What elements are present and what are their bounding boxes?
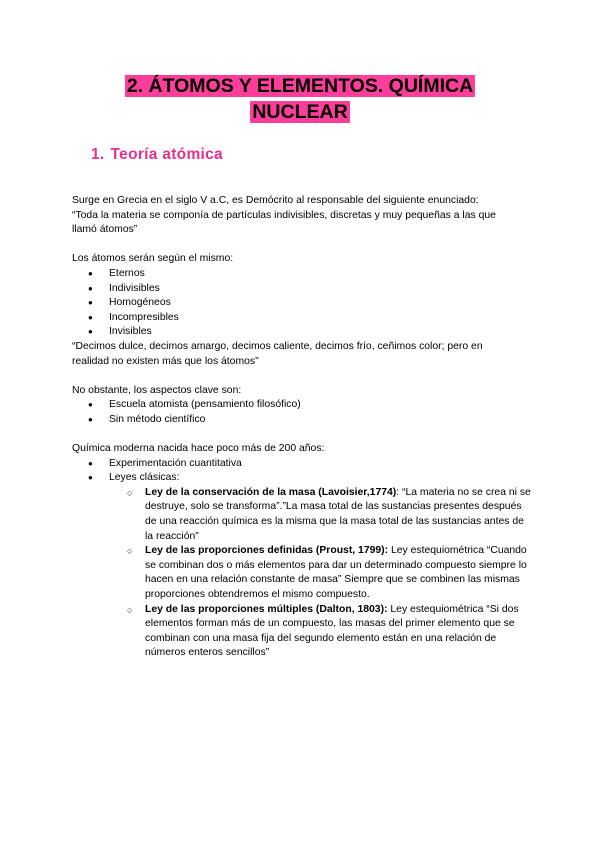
- law-name: Ley de las proporciones definidas (Proust, 1799):: [145, 545, 389, 557]
- list-item: ● Homogéneos: [72, 296, 532, 311]
- laws-list: [72, 486, 532, 661]
- list-item: ● Eternos: [72, 267, 532, 282]
- list-item: ● Indivisibles: [72, 282, 532, 297]
- title-line-2: NUCLEAR: [252, 101, 348, 123]
- title-block: [0, 73, 600, 125]
- modern-lead: Química moderna nacida hace poco más de 200 años:: [72, 443, 325, 455]
- list-item: ● Experimentación cuantitativa: [72, 457, 532, 472]
- document-body: [72, 194, 532, 661]
- law-text: : “La materia no se crea ni se destruye, solo se transforma”.”La masa total de las sustancias presentes después de una reacción química es la misma que la masa total de las sustancias antes de la reacción”: [145, 486, 531, 542]
- intro-line: llamó átomos”: [72, 224, 138, 236]
- atoms-lead: Los átomos serán según el mismo:: [72, 253, 234, 265]
- list-item: ● Sin método científico: [72, 413, 532, 428]
- list-item: ● Incompresibles: [72, 311, 532, 326]
- law-item: [72, 603, 532, 661]
- law-item: [72, 544, 532, 602]
- aspects-lead: No obstante, los aspectos clave son:: [72, 384, 242, 396]
- atoms-quote: “Decimos dulce, decimos amargo, decimos caliente, decimos frío, ceñimos color; pero en: [72, 340, 483, 352]
- section-number: 1.: [91, 146, 105, 163]
- modern-list: [72, 457, 532, 486]
- intro-line: Surge en Grecia en el siglo V a.C, es Demócrito al responsable del siguiente enunciado:: [72, 195, 479, 206]
- aspects-list: [72, 398, 532, 427]
- atoms-list: [72, 267, 532, 340]
- law-name: Ley de la conservación de la masa (Lavoisier,1774): [145, 486, 397, 498]
- section-label: Teoría atómica: [110, 146, 223, 163]
- law-text: Ley estequiométrica “Si dos elementos forman más de un compuesto, las masas del primer elemento que se combinan con una masa fija del segundo elemento están en una relación de números enteros sencillos”: [145, 603, 519, 659]
- page-title: [125, 75, 475, 123]
- atoms-quote: realidad no existen más que los átomos”: [72, 355, 259, 367]
- section-heading: [91, 146, 223, 164]
- list-item: ● Leyes clásicas:: [72, 471, 532, 486]
- law-text: Ley estequiométrica “Cuando se combinan dos o más elementos para dar un determinado compuesto siempre lo hacen en una relación constante de masa” Siempre que se combinen las mismas proporciones obtendremos el mismo compuesto.: [145, 545, 527, 601]
- list-item: ● Escuela atomista (pensamiento filosófico): [72, 398, 532, 413]
- law-name: Ley de las proporciones múltiples (Dalton, 1803):: [145, 603, 388, 615]
- law-item: [72, 486, 532, 544]
- title-line-1: 2. ÁTOMOS Y ELEMENTOS. QUÍMICA: [126, 75, 474, 97]
- intro-line: “Toda la materia se componía de partículas indivisibles, discretas y muy pequeñas a las que: [72, 209, 496, 221]
- list-item: ● Invisibles: [72, 325, 532, 340]
